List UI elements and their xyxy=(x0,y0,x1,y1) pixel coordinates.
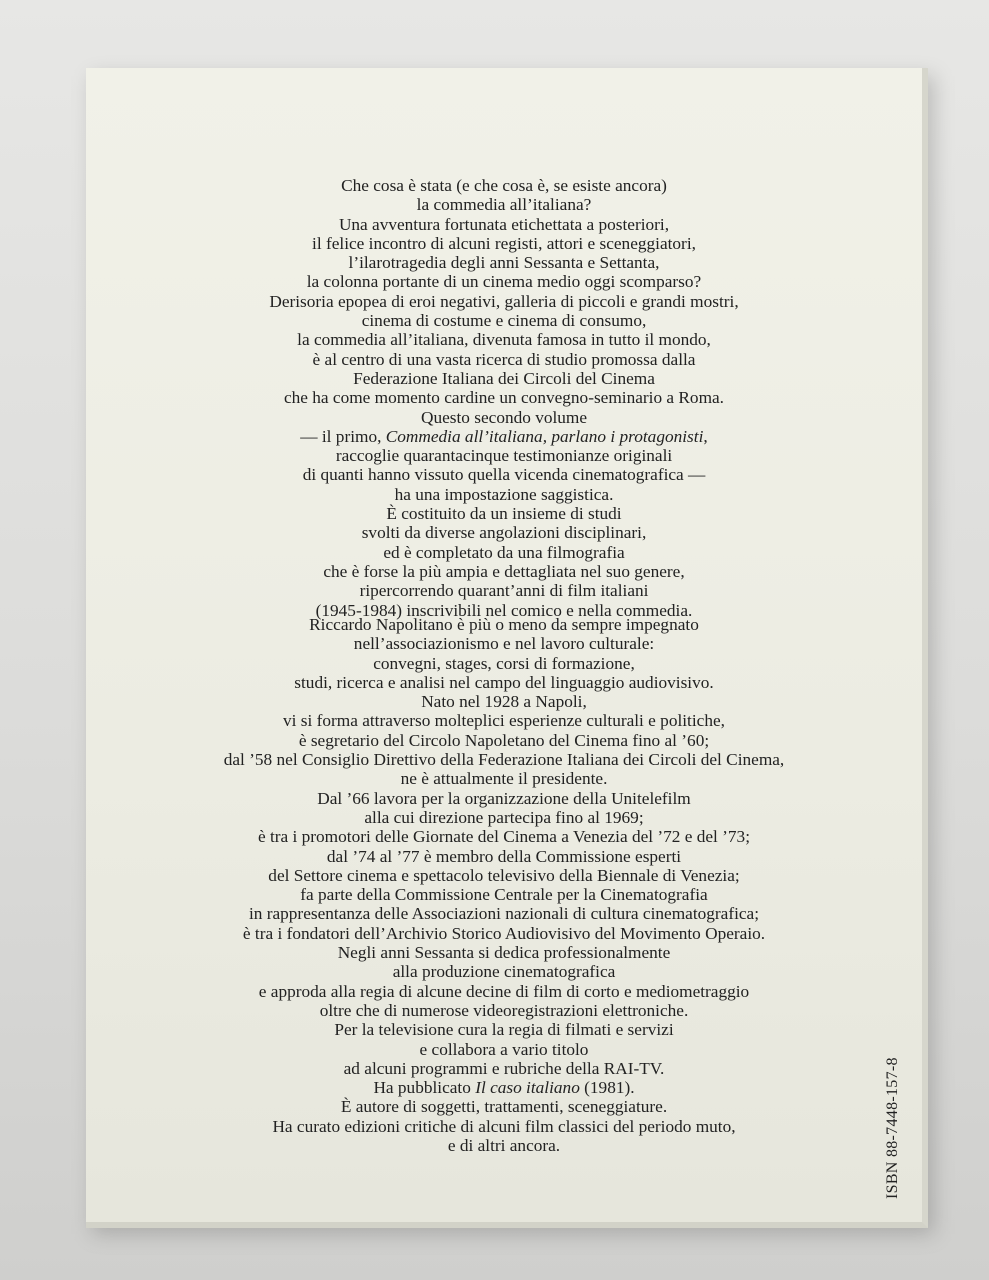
text-segment: (1981). xyxy=(579,1078,635,1098)
synopsis-text xyxy=(86,176,922,620)
text-line: fa parte della Commissione Centrale per la Cinematografia xyxy=(300,885,708,905)
book-back-cover xyxy=(86,68,928,1228)
text-line: svolti da diverse angolazioni disciplinari, xyxy=(361,523,647,543)
author-bio-text xyxy=(86,615,922,1155)
text-line: ha una impostazione saggistica. xyxy=(394,484,614,504)
text-line: dal ’74 al ’77 è membro della Commissione esperti xyxy=(326,846,682,866)
italic-title: Il caso italiano xyxy=(475,1078,580,1098)
text-line: raccoglie quarantacinque testimonianze originali xyxy=(335,446,673,466)
italic-title: Commedia all’italiana, parlano i protagonisti xyxy=(385,426,704,446)
text-line: la commedia all’italiana? xyxy=(416,195,592,215)
text-line: dal ’58 nel Consiglio Direttivo della Federazione Italiana dei Circoli del Cinema, xyxy=(223,750,785,770)
text-line: è segretario del Circolo Napoletano del Cinema fino al ’60; xyxy=(298,730,710,750)
text-segment: Ha pubblicato xyxy=(373,1078,476,1098)
text-line: del Settore cinema e spettacolo televisivo della Biennale di Venezia; xyxy=(268,865,740,885)
text-line: è al centro di una vasta ricerca di studio promossa dalla xyxy=(312,349,696,369)
text-segment: , xyxy=(703,426,708,446)
text-line: e collabora a vario titolo xyxy=(419,1039,589,1059)
text-line: Riccardo Napolitano è più o meno da sempre impegnato xyxy=(309,615,699,634)
text-line: la commedia all’italiana, divenuta famosa in tutto il mondo, xyxy=(297,330,711,350)
text-line: l’ilarotragedia degli anni Sessanta e Settanta, xyxy=(348,253,660,273)
text-line: Ha curato edizioni critiche di alcuni film classici del periodo muto, xyxy=(272,1116,736,1136)
text-line: È autore di soggetti, trattamenti, sceneggiature. xyxy=(340,1097,668,1117)
text-line: vi si forma attraverso molteplici esperienze culturali e politiche, xyxy=(283,711,725,731)
text-line: il felice incontro di alcuni registi, attori e sceneggiatori, xyxy=(312,233,696,253)
text-line: che ha come momento cardine un convegno-seminario a Roma. xyxy=(283,388,725,408)
text-line: (1945-1984) inscrivibili nel comico e nella commedia. xyxy=(315,600,693,620)
text-line: Questo secondo volume xyxy=(420,407,588,427)
text-line: in rappresentanza delle Associazioni nazionali di cultura cinematografica; xyxy=(248,904,760,924)
text-line: di quanti hanno vissuto quella vicenda cinematografica — xyxy=(302,465,706,485)
text-line: che è forse la più ampia e dettagliata nel suo genere, xyxy=(323,561,685,581)
text-line: Negli anni Sessanta si dedica professionalmente xyxy=(337,943,671,963)
text-line: alla produzione cinematografica xyxy=(392,962,616,982)
text-line: Federazione Italiana dei Circoli del Cinema xyxy=(353,368,655,388)
text-line: È costituito da un insieme di studi xyxy=(386,504,622,524)
text-line: ripercorrendo quarant’anni di film italiani xyxy=(359,581,649,601)
isbn-label: ISBN 88-7448-157-8 xyxy=(884,1057,901,1199)
text-line: alla cui direzione partecipa fino al 1969; xyxy=(364,807,644,827)
text-line: Nato nel 1928 a Napoli, xyxy=(421,692,587,712)
text-line: oltre che di numerose videoregistrazioni elettroniche. xyxy=(319,1000,689,1020)
text-line: nell’associazionismo e nel lavoro culturale: xyxy=(353,634,655,654)
text-line: e approda alla regia di alcune decine di film di corto e mediometraggio xyxy=(258,981,750,1001)
text-line: cinema di costume e cinema di consumo, xyxy=(361,311,647,331)
text-line: e di altri ancora. xyxy=(447,1136,561,1156)
text-line: convegni, stages, corsi di formazione, xyxy=(373,653,635,673)
text-line: la colonna portante di un cinema medio oggi scomparso? xyxy=(306,272,702,292)
text-segment: — il primo, xyxy=(300,426,386,446)
text-line: è tra i promotori delle Giornate del Cinema a Venezia del ’72 e del ’73; xyxy=(257,827,751,847)
text-line: Una avventura fortunata etichettata a posteriori, xyxy=(338,214,670,234)
text-line xyxy=(86,1078,922,1097)
text-line: Dal ’66 lavora per la organizzazione della Unitelefilm xyxy=(317,788,691,808)
text-line: Derisoria epopea di eroi negativi, galleria di piccoli e grandi mostri, xyxy=(269,291,739,311)
text-line: ad alcuni programmi e rubriche della RAI-TV. xyxy=(343,1058,665,1078)
text-line: ne è attualmente il presidente. xyxy=(400,769,608,789)
text-line: è tra i fondatori dell’Archivio Storico Audiovisivo del Movimento Operaio. xyxy=(242,923,766,943)
text-line xyxy=(86,427,922,446)
text-line: studi, ricerca e analisi nel campo del linguaggio audiovisivo. xyxy=(294,672,714,692)
text-line: ed è completato da una filmografia xyxy=(383,542,625,562)
text-line: Che cosa è stata (e che cosa è, se esiste ancora) xyxy=(341,176,667,195)
text-line: Per la televisione cura la regia di filmati e servizi xyxy=(334,1020,674,1040)
